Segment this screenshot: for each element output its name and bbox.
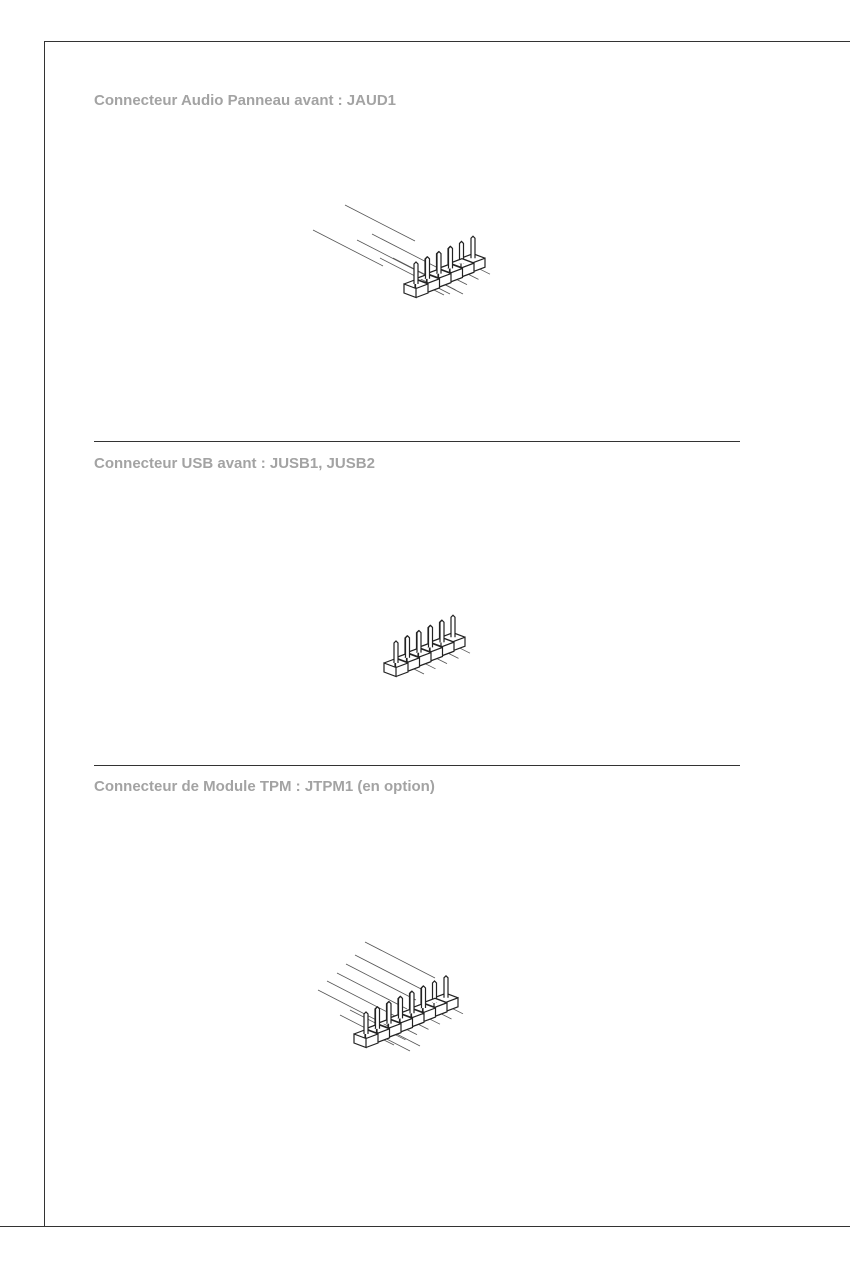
leader-line: [407, 1030, 417, 1035]
leader-line: [384, 1040, 394, 1045]
pin: [364, 1012, 368, 1034]
section-title-jtpm1: Connecteur de Module TPM : JTPM1 (en option): [94, 778, 435, 795]
leader-line: [365, 942, 435, 978]
leader-line: [442, 1014, 452, 1019]
leader-line: [430, 1019, 440, 1024]
section-title-jusb: Connecteur USB avant : JUSB1, JUSB2: [94, 455, 375, 472]
pin: [387, 1002, 391, 1024]
section-title-jaud1: Connecteur Audio Panneau avant : JAUD1: [94, 92, 396, 109]
leader-line: [355, 955, 425, 991]
leader-line: [337, 973, 407, 1009]
leader-line: [346, 964, 416, 1000]
pin: [410, 991, 414, 1013]
leader-line: [419, 1024, 429, 1029]
pin: [399, 996, 403, 1018]
pin: [422, 986, 426, 1008]
leader-line: [453, 1009, 463, 1014]
pin: [376, 1007, 380, 1029]
pin: [444, 976, 448, 998]
